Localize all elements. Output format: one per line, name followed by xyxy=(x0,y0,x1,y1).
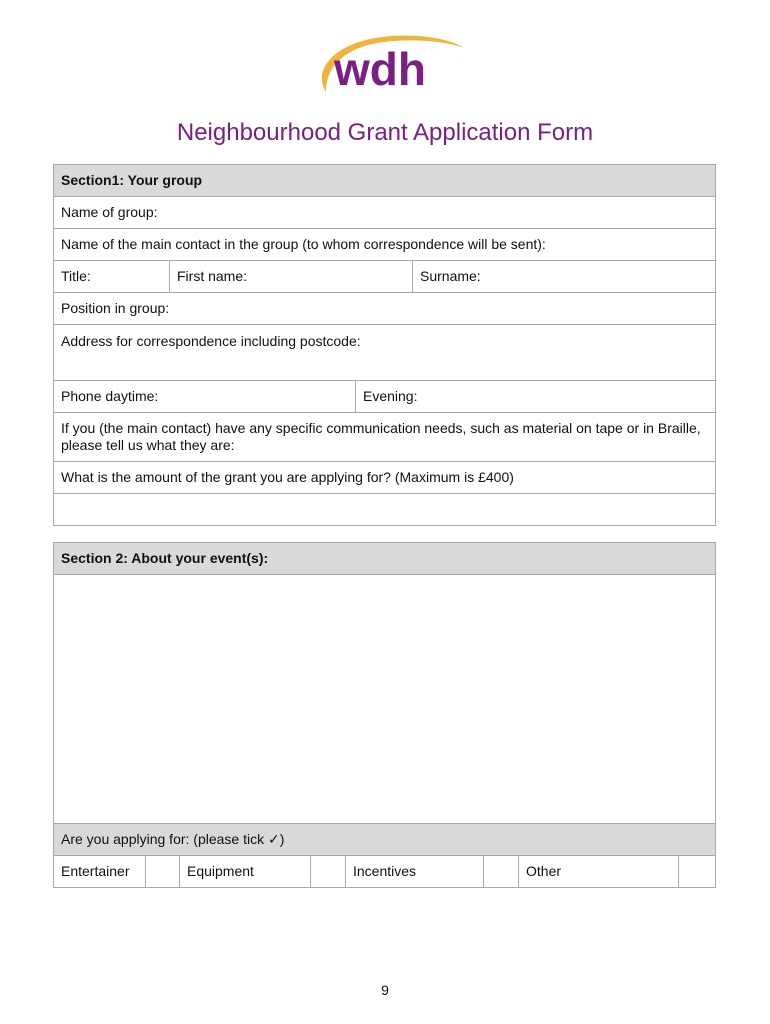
surname-field[interactable]: Surname: xyxy=(413,261,716,293)
applying-for-label: Are you applying for: (please tick ✓) xyxy=(54,824,716,856)
option-equipment-label: Equipment xyxy=(180,856,311,888)
section-2-heading: Section 2: About your event(s): xyxy=(54,543,716,575)
option-entertainer-label: Entertainer xyxy=(54,856,146,888)
address-field[interactable]: Address for correspondence including postcode: xyxy=(54,325,716,381)
section-2-table xyxy=(53,542,716,888)
event-description-area[interactable] xyxy=(54,575,716,824)
option-incentives-tickbox[interactable] xyxy=(484,856,519,888)
phone-evening-field[interactable]: Evening: xyxy=(356,381,716,413)
first-name-field[interactable]: First name: xyxy=(170,261,413,293)
communication-needs-field[interactable]: If you (the main contact) have any specific communication needs, such as material on tape or in Braille, please tell us what they are: xyxy=(54,413,716,462)
option-other-tickbox[interactable] xyxy=(679,856,716,888)
section-1-table xyxy=(53,164,716,526)
wdh-logo xyxy=(312,30,468,96)
option-incentives-label: Incentives xyxy=(346,856,484,888)
option-other-label: Other xyxy=(519,856,679,888)
option-entertainer-tickbox[interactable] xyxy=(146,856,180,888)
document-title: Neighbourhood Grant Application Form xyxy=(176,119,594,146)
page-number: 9 xyxy=(381,982,389,998)
position-in-group-field[interactable]: Position in group: xyxy=(54,293,716,325)
phone-daytime-field[interactable]: Phone daytime: xyxy=(54,381,356,413)
logo-wordmark: wdh xyxy=(334,43,426,95)
grant-amount-label: What is the amount of the grant you are applying for? (Maximum is £400) xyxy=(54,462,716,494)
name-of-group-field[interactable]: Name of group: xyxy=(54,197,716,229)
main-contact-label: Name of the main contact in the group (to whom correspondence will be sent): xyxy=(54,229,716,261)
title-field[interactable]: Title: xyxy=(54,261,170,293)
section-1-heading: Section1: Your group xyxy=(54,165,716,197)
option-equipment-tickbox[interactable] xyxy=(311,856,346,888)
grant-amount-input[interactable] xyxy=(54,494,716,526)
